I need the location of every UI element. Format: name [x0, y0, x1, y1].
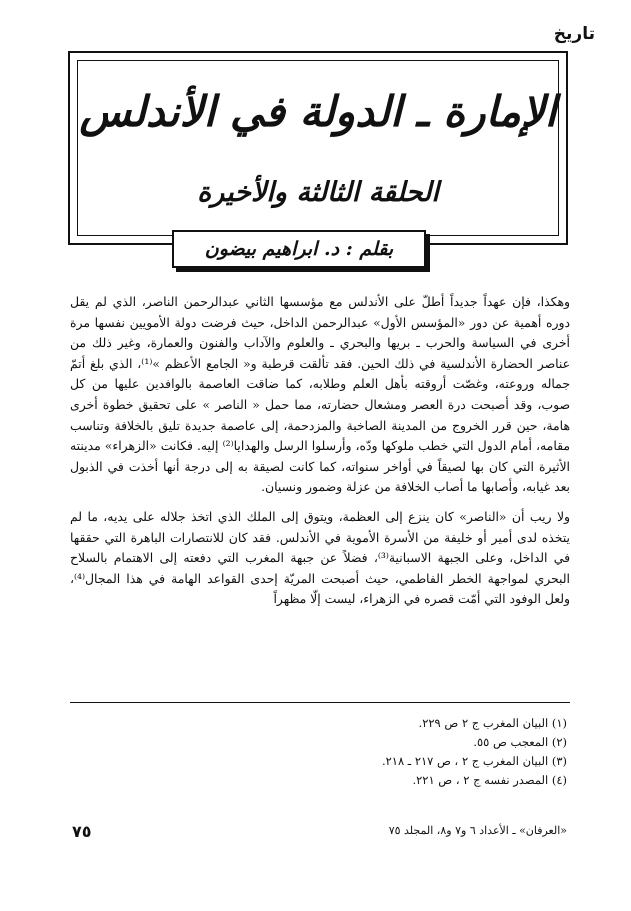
- footnote-divider: [70, 702, 570, 703]
- title-frame: [68, 51, 568, 245]
- footnote: (٤) المصدر نفسه ج ٢ ، ص ٢٢١.: [412, 773, 567, 787]
- footnote: (٢) المعجب ص ٥٥.: [473, 735, 567, 749]
- running-footer: «العرفان» ـ الأعداد ٦ و٧ و٨، المجلد ٧٥: [388, 824, 567, 837]
- main-title: الإمارة ـ الدولة في الأندلس: [79, 87, 557, 136]
- paragraph: ولا ريب أن «الناصر» كان ينزع إلى العظمة، ويتوق إلى الملك الذي اتخذ جلاله على يديه، ما لم يتخذه لدى أمير أو خليفة من الأسرة الأموية في الأندلس. فقد كان للانتصارات الباهرة التي حققها في الداخل، وعلى الجبهة الاسبانية⁽³⁾، فضلاً عن جبهة المغرب التي دفعته إلى الاهتمام بالسلاح البحري لمواجهة الخطر الفاطمي، حيث أصبحت المريّة إحدى القواعد الهامة في هذا المجال⁽⁴⁾، ولعل الوفود التي أمّت قصره في الزهراء، ليست إلّا مظهراً: [70, 508, 570, 607]
- page-number: ٧٥: [72, 822, 92, 841]
- author-byline: بقلم : د. ابراهيم بيضون: [172, 230, 426, 268]
- paragraph: وهكذا، فإن عهداً جديداً أطلّ على الأندلس مع مؤسسها الثاني عبدالرحمن الناصر، الذي لم يقل دوره أهمية عن دور «المؤسس الأول» عبدالرحمن الداخل، حيث فرضت دولة الأمويين نفسها مرة أخرى في السياسة والحرب ـ بريها والبحري ـ والعلوم والآداب والفنون والعمارة، وغير ذلك من عناصر الحضارة الأندلسية في ذلك الحين. فقد تألقت قرطبة و« الجامع الأعظم »⁽¹⁾، الذي بلغ أتمّ جماله وروعته، وغصّت أروقته بأهل العلم وطلابه، كما ضاقت العاصمة بالوافدين عليها من كل صوب، وقد أصبحت درة العصر ومشعال حضارته، مما حمل « الناصر » على تحقيق خطوة أخرى هامة، حين قرر الخروج من المدينة الصاخبة والمزدحمة، إلى عاصمة جديدة تليق بالخلافة وتناسب مقامه، أمام الدول التي خطب ملوكها ودّه، وأرسلوا الرسل والهدايا⁽²⁾ إليه. فكانت «الزهراء» مدينته الأثيرة التي كان بها لصيقاً في أواخر سنواته، كما كانت لصيقة به إلى درجة أنها أخذت في الذبول بعد غيابه، وأصابها ما أصاب الخلافة من عزلة وضمور ونسيان.: [70, 294, 571, 495]
- footnotes: [267, 714, 567, 790]
- footnote: (٣) البيان المغرب ج ٢ ، ص ٢١٧ ـ ٢١٨.: [381, 754, 567, 768]
- article-body: [70, 292, 570, 610]
- footnote: (١) البيان المغرب ج ٢ ص ٢٢٩.: [418, 716, 567, 730]
- subtitle: الحلقة الثالثة والأخيرة: [197, 177, 439, 208]
- section-label: تاريخ: [553, 24, 595, 44]
- title-frame-inner: [77, 60, 559, 236]
